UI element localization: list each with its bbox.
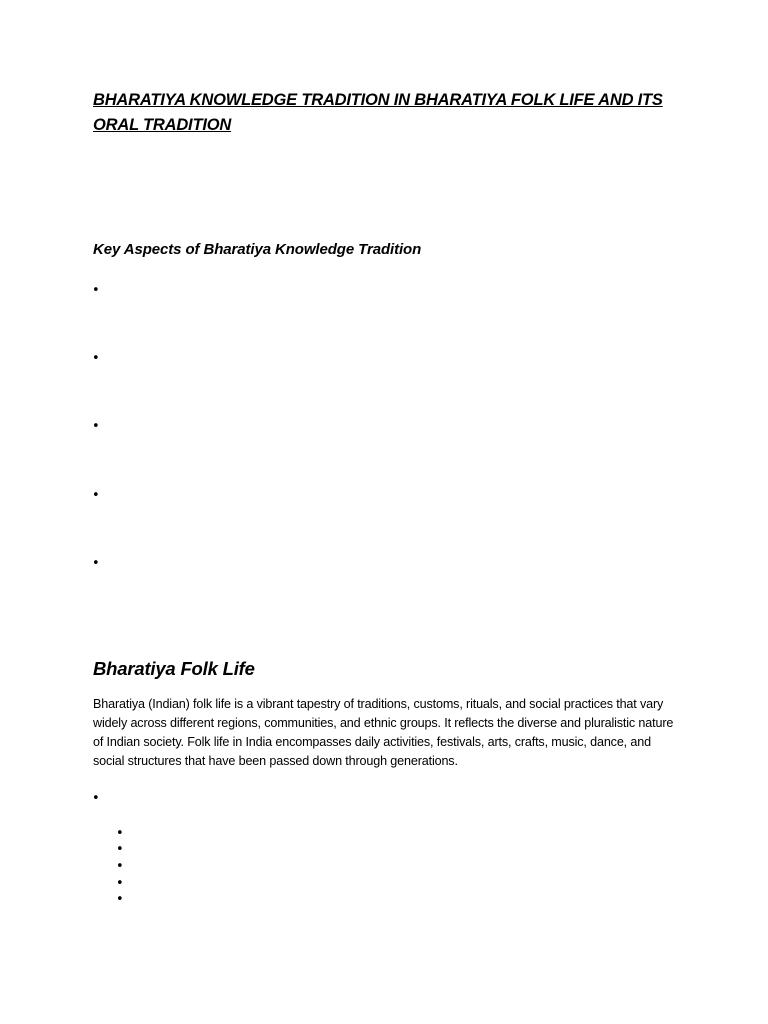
- bullet-marker: •: [92, 488, 100, 503]
- section-heading-key-aspects: Key Aspects of Bharatiya Knowledge Tradition: [93, 241, 422, 258]
- bullet-marker: •: [92, 419, 100, 434]
- section-heading-folk-life: Bharatiya Folk Life: [93, 658, 255, 679]
- bullet-marker: •: [92, 556, 100, 571]
- bullet-marker: •: [92, 791, 100, 806]
- sub-bullet-marker: •: [116, 892, 124, 907]
- bullet-marker: •: [92, 351, 100, 366]
- sub-bullet-marker: •: [116, 826, 124, 841]
- bullet-marker: •: [92, 283, 100, 298]
- folk-life-paragraph: Bharatiya (Indian) folk life is a vibrant tapestry of traditions, customs, rituals, and social practices that vary widely across different regions, communities, and ethnic groups. It reflects the diverse and pluralistic nature of Indian society. Folk life in India encompasses daily activities, festivals, arts, crafts, music, dance, and social structures that have been passed down through generations.: [93, 697, 674, 768]
- sub-bullet-marker: •: [116, 842, 124, 857]
- document-title: BHARATIYA KNOWLEDGE TRADITION IN BHARATIYA FOLK LIFE AND ITS ORAL TRADITION: [93, 91, 663, 134]
- sub-bullet-marker: •: [116, 859, 124, 874]
- sub-bullet-marker: •: [116, 876, 124, 891]
